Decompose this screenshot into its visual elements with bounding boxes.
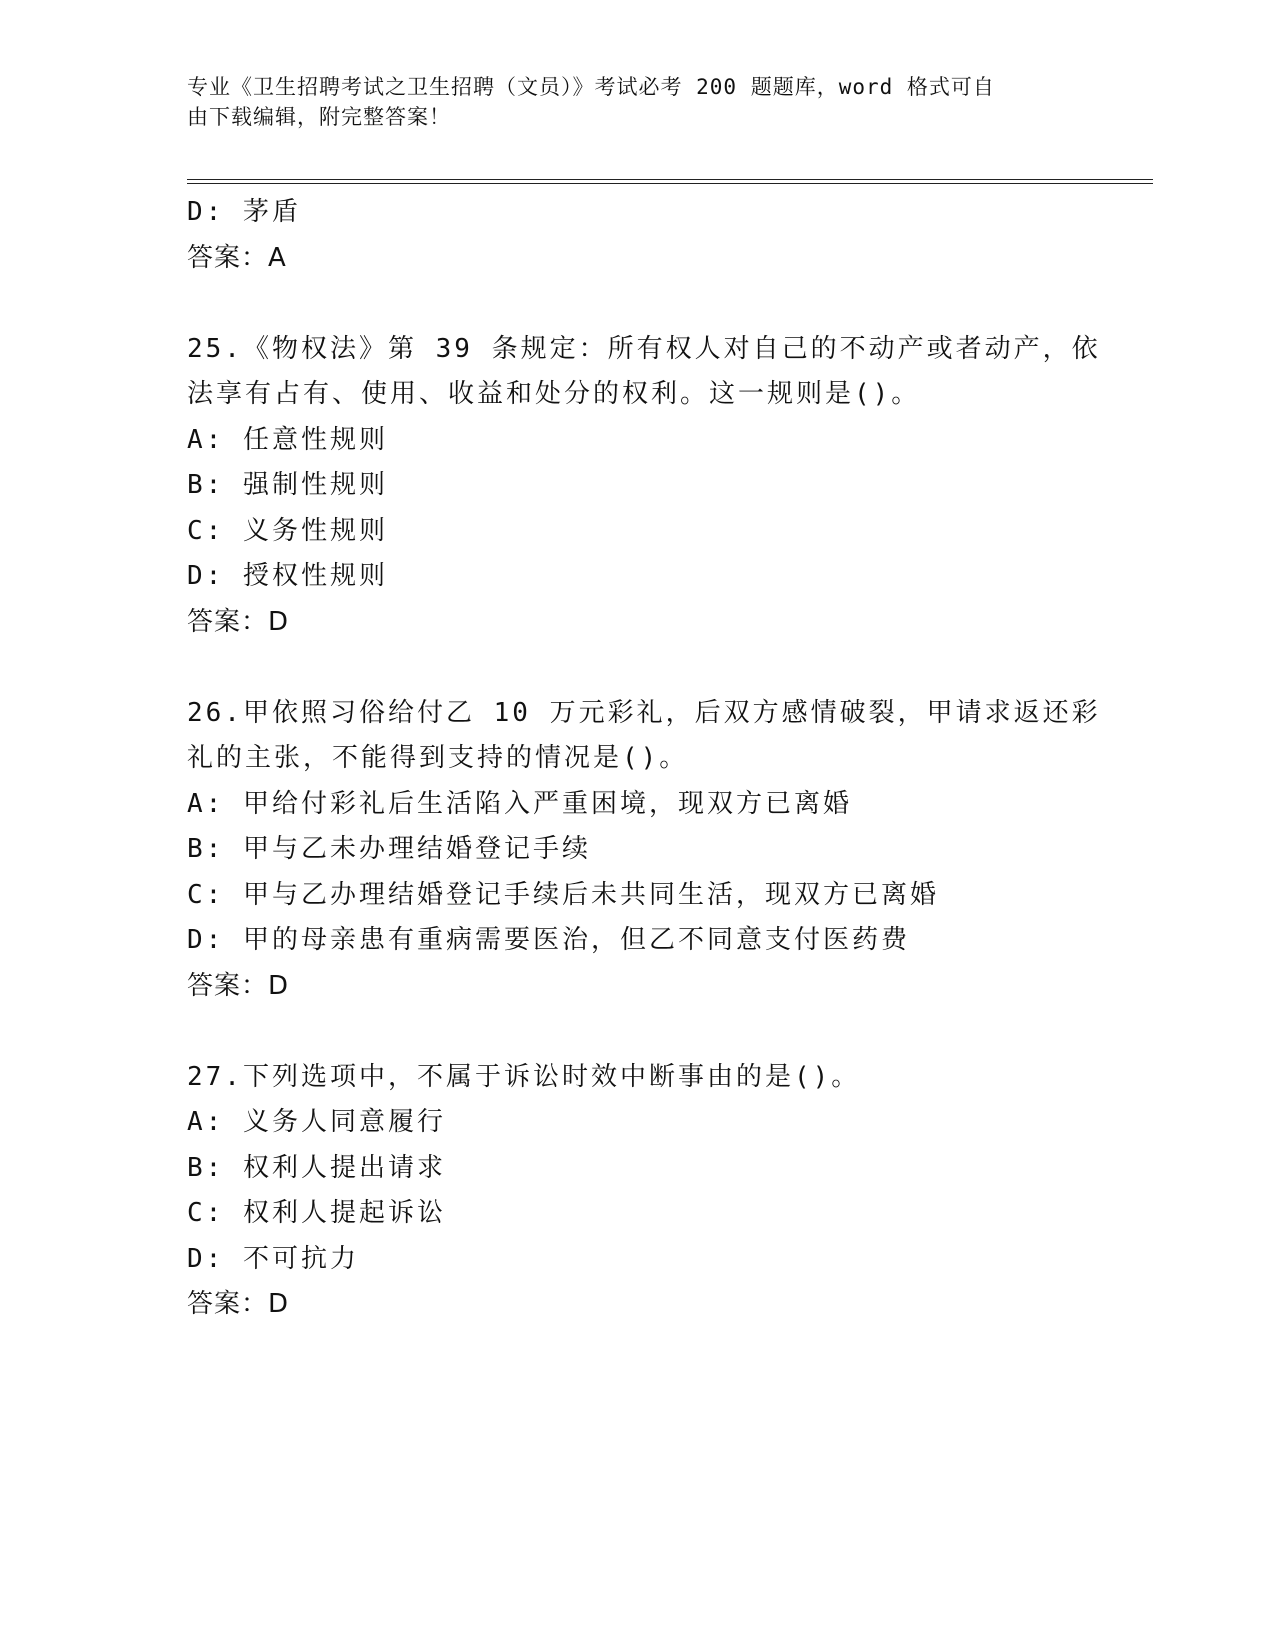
option-d: D: 茅盾 — [187, 197, 301, 227]
option-d: D: 甲的母亲患有重病需要医治，但乙不同意支付医药费 — [187, 925, 910, 955]
option-b: B: 甲与乙未办理结婚登记手续 — [187, 834, 591, 864]
option-b: B: 强制性规则 — [187, 470, 388, 500]
answer-line: 答案：D — [187, 606, 290, 637]
answer-line: 答案：D — [187, 1289, 290, 1319]
previous-question-tail — [187, 190, 1087, 281]
option-c: C: 权利人提起诉讼 — [187, 1198, 446, 1228]
question-content — [187, 190, 1101, 1328]
question-stem-line-1: 25.《物权法》第 39 条规定：所有权人对自己的不动产或者动产，依 — [187, 333, 1101, 364]
header-line-1: 专业《卫生招聘考试之卫生招聘（文员）》考试必考 200 题题库，word 格式可自 — [187, 75, 995, 99]
answer-line: 答案：A — [187, 242, 287, 273]
option-c: C: 甲与乙办理结婚登记手续后未共同生活，现双方已离婚 — [187, 879, 939, 910]
option-a: A: 甲给付彩礼后生活陷入严重困境，现双方已离婚 — [187, 788, 852, 819]
header-rule-bottom — [187, 183, 1153, 184]
option-d: D: 不可抗力 — [187, 1243, 359, 1274]
question-25 — [187, 327, 1101, 646]
question-stem-line-1: 27.下列选项中，不属于诉讼时效中断事由的是()。 — [187, 1061, 861, 1092]
question-27 — [187, 1055, 1087, 1328]
spacer — [187, 1009, 1087, 1055]
question-stem-line-2: 法享有占有、使用、收益和处分的权利。这一规则是()。 — [187, 379, 921, 409]
answer-line: 答案：D — [187, 970, 290, 1001]
spacer — [187, 281, 1087, 327]
option-d: D: 授权性规则 — [187, 561, 388, 591]
question-26 — [187, 691, 1101, 1010]
header-line-2: 由下载编辑，附完整答案！ — [187, 105, 451, 129]
spacer — [187, 645, 1087, 691]
option-b: B: 权利人提出请求 — [187, 1152, 446, 1183]
question-stem-line-1: 26.甲依照习俗给付乙 10 万元彩礼，后双方感情破裂，甲请求返还彩 — [187, 697, 1101, 728]
header-rule-top — [187, 179, 1153, 180]
question-stem-line-2: 礼的主张，不能得到支持的情况是()。 — [187, 743, 689, 773]
option-a: A: 义务人同意履行 — [187, 1107, 446, 1137]
option-a: A: 任意性规则 — [187, 424, 388, 455]
option-c: C: 义务性规则 — [187, 515, 388, 546]
document-header — [187, 72, 1067, 132]
